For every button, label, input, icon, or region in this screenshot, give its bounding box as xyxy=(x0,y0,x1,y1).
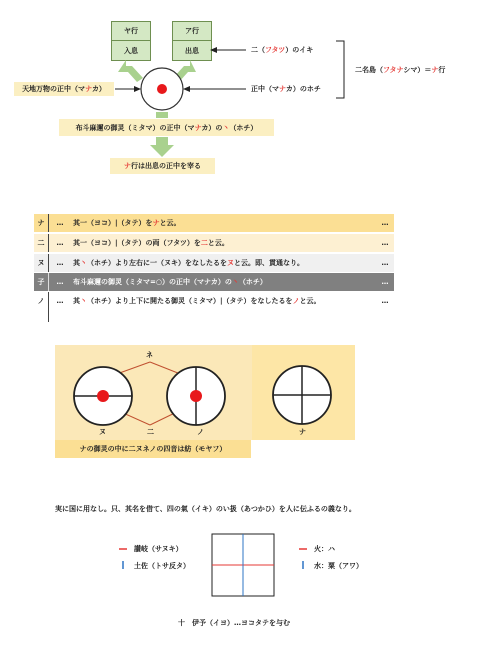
futana-island-label: 二名島（フタナシマ）＝ナ行 xyxy=(355,66,446,74)
row-text: 其丶（ホチ）より上下に開たる御灵（ミタマ）|（タテ）をなしたるをノと云。 xyxy=(73,297,321,305)
explanation-paragraph: 実に国に用なし。只、其名を借て、四の氣（イキ）のい扱（あつかひ）を人に伝ふるの義なり。 xyxy=(55,505,356,513)
diagram1-lines xyxy=(0,0,480,200)
na-row-rule-label: ナ行は出息の正中を宰る xyxy=(110,158,215,174)
row-dots: … xyxy=(56,297,64,305)
row-dots: … xyxy=(56,259,64,267)
table-row xyxy=(34,214,394,232)
row-dots: … xyxy=(56,239,64,247)
cross-box xyxy=(0,520,480,600)
two-breaths-label: 二（フタツ）のイキ xyxy=(251,46,314,54)
row-text: 其一（ヨコ）|（タテ）をナと云。 xyxy=(73,219,181,227)
no-kana: ノ xyxy=(197,428,204,436)
table-row xyxy=(34,234,394,252)
row-text: 其一（ヨコ）|（タテ）の両（フタツ）を二と云。 xyxy=(73,239,229,247)
a-row-label: ア行 xyxy=(185,27,199,35)
inhale-arrow xyxy=(118,60,143,82)
row-end-dots: … xyxy=(381,259,389,267)
inhale-label: 入息 xyxy=(124,46,138,55)
four-sounds-caption: ナの御灵の中に二ヌネノの四音は紡（モヤフ） xyxy=(55,440,251,458)
row-end-dots: … xyxy=(381,278,389,286)
row-end-dots: … xyxy=(381,219,389,227)
center-label-left: 天地万物の正中（マナカ） xyxy=(14,82,114,96)
table-row xyxy=(34,292,394,310)
ne-kana: ネ xyxy=(146,351,153,359)
sanuki-label: 讃岐（サヌキ） xyxy=(134,545,183,553)
row-end-dots: … xyxy=(381,239,389,247)
na-kana: ナ xyxy=(299,428,306,436)
ni-kana: 二 xyxy=(147,428,154,436)
row-end-dots: … xyxy=(381,297,389,305)
water-label: 水：粟（アワ） xyxy=(314,562,363,570)
ya-row-label: ヤ行 xyxy=(124,27,138,35)
fire-label: 火：ハ xyxy=(314,545,335,553)
row-text: 其丶（ホチ）より左右に一（ヌキ）をなしたるをヌと云。即、貫通なり。 xyxy=(73,259,304,267)
exhale-label: 出息 xyxy=(185,46,199,55)
row-kana: ナ xyxy=(34,214,49,232)
row-dots: … xyxy=(56,219,64,227)
iyo-footer: 十 伊予（イヨ）…ヨコタテを与む xyxy=(178,619,290,627)
table-row xyxy=(34,273,394,291)
mitama-center-label: 布斗麻邇の御灵（ミタマ）の正中（マナカ）の丶（ホチ） xyxy=(59,119,274,136)
table-row xyxy=(34,254,394,272)
row-kana: 二 xyxy=(34,234,49,252)
row-dots: … xyxy=(56,278,64,286)
row-kana: ノ xyxy=(34,292,49,310)
center-dot xyxy=(157,84,167,94)
nu-kana: ヌ xyxy=(99,428,106,436)
row-kana: ヌ xyxy=(34,254,49,272)
row-kana: 子 xyxy=(34,273,49,291)
tosa-label: 土佐（トサ反タ） xyxy=(134,562,190,570)
center-hochi-label: 正中（マナカ）のホチ xyxy=(251,85,321,93)
row-text: 布斗麻邇の御灵（ミタマ=○）の正中（マナカ）の丶（ホチ） xyxy=(73,278,267,286)
